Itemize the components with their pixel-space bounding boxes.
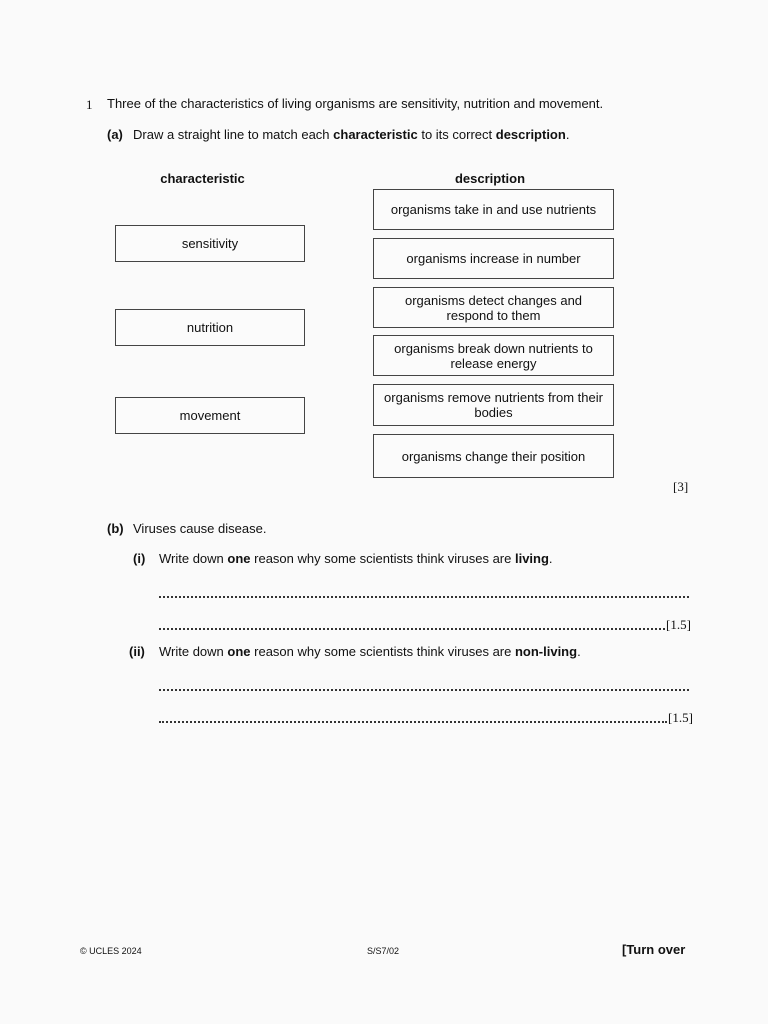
- part-b-i-text-post: .: [548, 551, 553, 566]
- answer-line-ii-1[interactable]: [159, 683, 689, 691]
- question-number: 1: [86, 97, 93, 112]
- part-a-label: (a): [107, 127, 123, 142]
- part-b-ii-text-bold-one: one: [227, 644, 251, 659]
- part-b-label: (b): [107, 521, 124, 536]
- part-b-ii-text-mid: reason why some scientists think viruses are: [250, 644, 515, 659]
- part-b-i-text-mid: reason why some scientists think viruses are: [250, 551, 515, 566]
- footer-turn-over: [Turn over: [622, 942, 686, 957]
- characteristic-box-movement[interactable]: [115, 397, 305, 434]
- description-column-header: description: [454, 171, 526, 186]
- description-label: organisms take in and use nutrients: [390, 202, 597, 217]
- description-label: organisms detect changes and respond to them: [404, 292, 583, 323]
- part-a-marks: [3]: [673, 479, 689, 494]
- footer-code: S/S7/02: [367, 946, 400, 956]
- characteristic-label: nutrition: [186, 320, 234, 335]
- description-label: organisms break down nutrients to release energy: [394, 340, 593, 371]
- answer-line-i-1[interactable]: [159, 590, 689, 598]
- part-b-ii-text-bold-non-living: non-living: [514, 644, 578, 659]
- part-b-i-text-bold-one: one: [227, 551, 251, 566]
- question-stem: Three of the characteristics of living organisms are sensitivity, nutrition and movement.: [107, 96, 604, 111]
- description-box-change-position[interactable]: [373, 434, 614, 478]
- part-a-instruction-bold-characteristic: characteristic: [333, 127, 418, 142]
- characteristic-box-nutrition[interactable]: [115, 309, 305, 346]
- part-a-instruction: [133, 127, 569, 142]
- part-b-i-text-bold-living: living: [514, 551, 549, 566]
- characteristic-label: movement: [179, 408, 241, 423]
- description-label: organisms remove nutrients from their bodies: [384, 390, 603, 420]
- part-a-instruction-pre: Draw a straight line to match each: [133, 127, 334, 142]
- description-label: organisms change their position: [401, 448, 586, 464]
- answer-line-i-2[interactable]: [159, 622, 665, 630]
- footer-copyright: © UCLES 2024: [80, 946, 142, 956]
- part-b-i-text-pre: Write down: [159, 551, 228, 566]
- description-box-increase-in-number[interactable]: [373, 238, 614, 279]
- part-b-ii-question: [159, 644, 581, 659]
- characteristic-label: sensitivity: [181, 236, 239, 251]
- part-b-ii-label: (ii): [129, 644, 145, 659]
- part-b-i-label: (i): [133, 551, 146, 566]
- answer-line-ii-2[interactable]: [159, 715, 667, 723]
- part-b-i-question: [159, 551, 553, 566]
- part-b-ii-text-post: .: [577, 644, 581, 659]
- characteristic-column-header: characteristic: [160, 171, 245, 186]
- part-a-instruction-post: .: [565, 127, 570, 142]
- part-b-i-marks: [1.5]: [666, 617, 691, 632]
- part-b-ii-marks: [1.5]: [668, 710, 693, 725]
- part-b-intro: Viruses cause disease.: [133, 521, 267, 536]
- description-box-take-in-nutrients[interactable]: [373, 189, 614, 230]
- description-box-remove-nutrients[interactable]: [373, 384, 614, 426]
- description-box-detect-changes[interactable]: [373, 287, 614, 328]
- part-b-ii-text-pre: Write down: [159, 644, 228, 659]
- description-box-break-down-nutrients[interactable]: [373, 335, 614, 376]
- part-a-instruction-mid: to its correct: [417, 127, 496, 142]
- characteristic-box-sensitivity[interactable]: [115, 225, 305, 262]
- description-label: organisms increase in number: [406, 251, 581, 266]
- part-a-instruction-bold-description: description: [495, 127, 566, 142]
